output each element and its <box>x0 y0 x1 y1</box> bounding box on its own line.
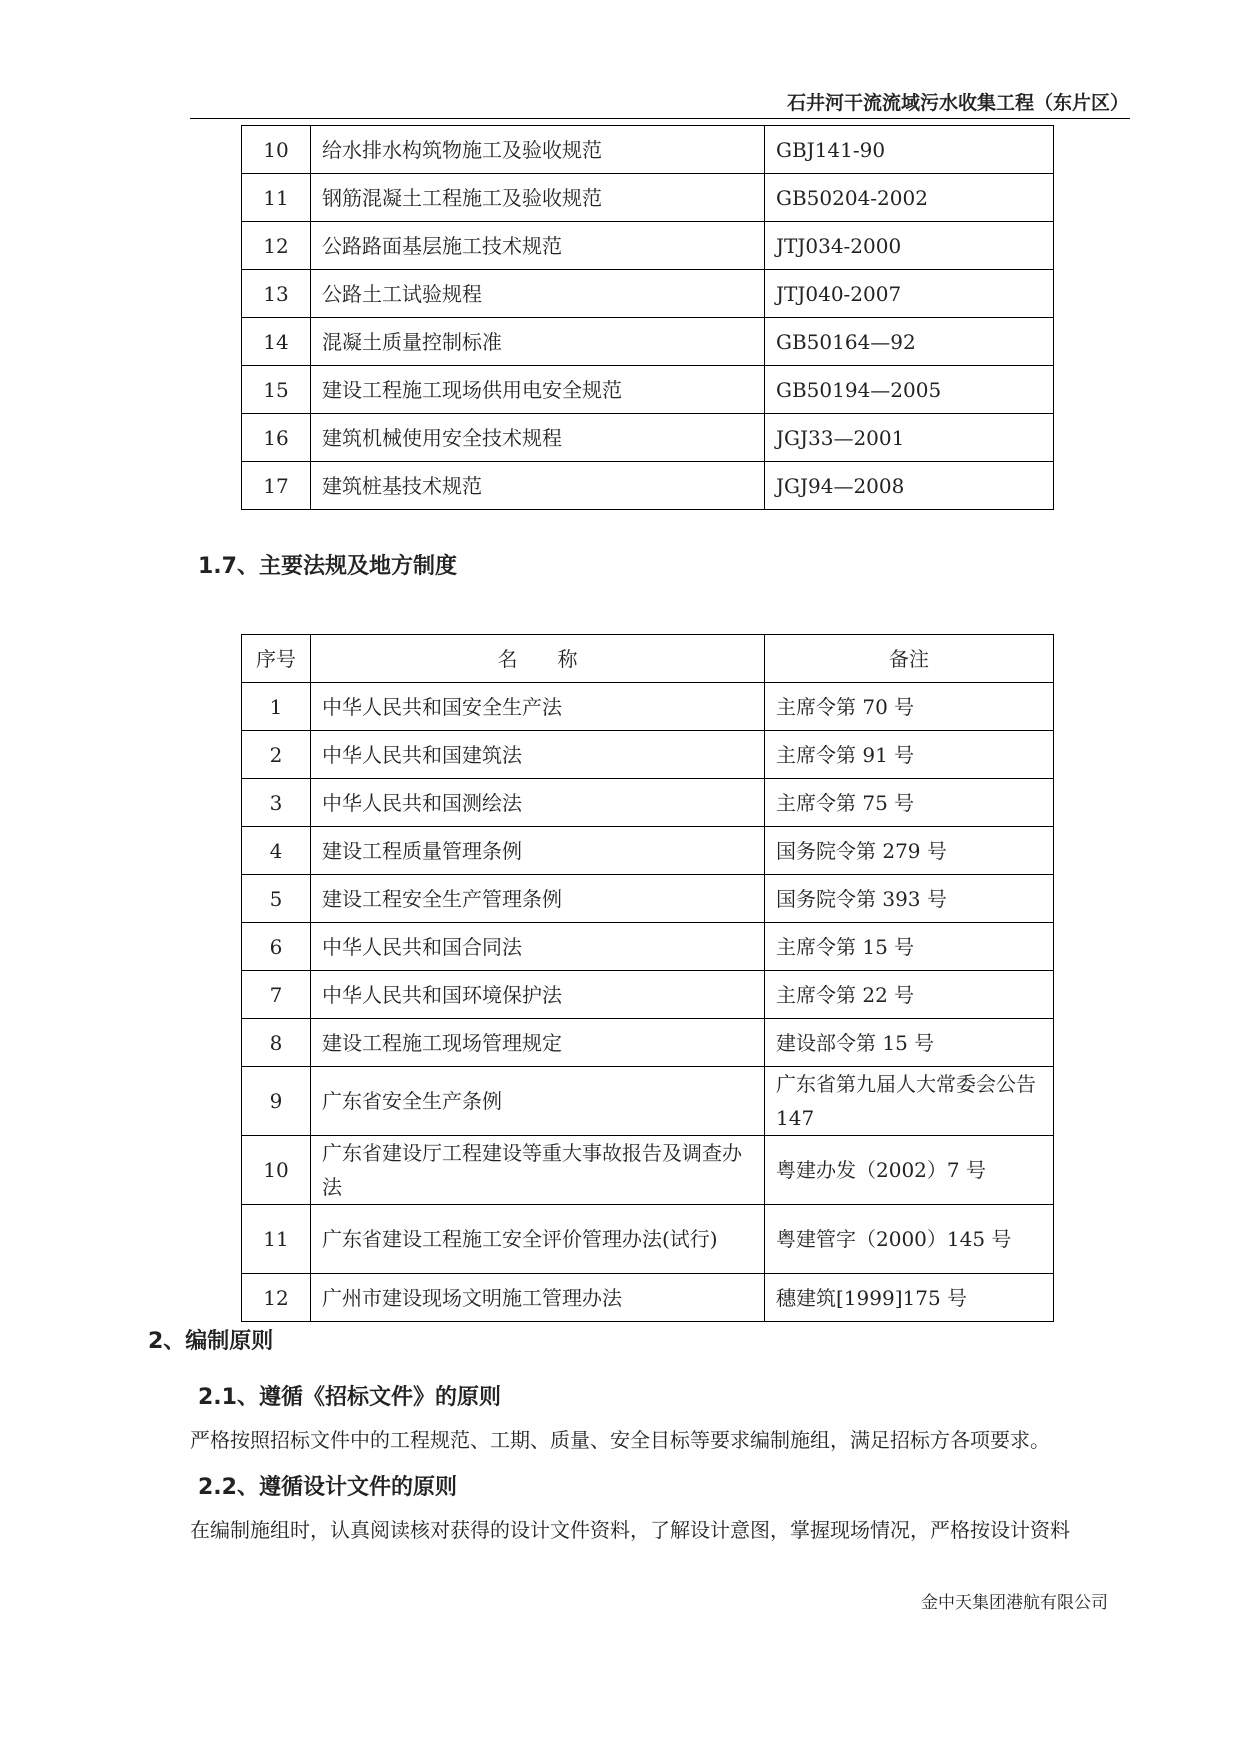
regulation-name: 广州市建设现场文明施工管理办法 <box>311 1274 765 1322</box>
table-row <box>242 875 1054 923</box>
table-row <box>242 731 1054 779</box>
regulation-remark: 主席令第 70 号 <box>765 683 1054 731</box>
regulation-name: 广东省建设厅工程建设等重大事故报告及调查办法 <box>311 1136 765 1205</box>
row-number: 4 <box>242 827 311 875</box>
regulation-remark: 广东省第九届人大常委会公告 147 <box>765 1067 1054 1136</box>
header-no: 序号 <box>242 635 311 683</box>
standard-name: 公路土工试验规程 <box>311 270 765 318</box>
regulation-name: 建设工程安全生产管理条例 <box>311 875 765 923</box>
standard-code: JGJ94—2008 <box>765 462 1054 510</box>
section-heading-2-1: 2.1、遵循《招标文件》的原则 <box>198 1385 501 1410</box>
row-number: 3 <box>242 779 311 827</box>
table-row <box>242 683 1054 731</box>
regulation-name: 中华人民共和国安全生产法 <box>311 683 765 731</box>
standard-name: 公路路面基层施工技术规范 <box>311 222 765 270</box>
row-number: 5 <box>242 875 311 923</box>
regulation-remark: 主席令第 75 号 <box>765 779 1054 827</box>
row-number: 11 <box>242 174 311 222</box>
regulation-remark: 主席令第 91 号 <box>765 731 1054 779</box>
standards-table-body <box>242 126 1054 510</box>
table-row <box>242 1205 1054 1274</box>
standard-code: GB50204-2002 <box>765 174 1054 222</box>
standard-name: 建筑机械使用安全技术规程 <box>311 414 765 462</box>
regulation-name: 中华人民共和国合同法 <box>311 923 765 971</box>
regulation-name: 建设工程质量管理条例 <box>311 827 765 875</box>
regulation-remark: 粤建管字（2000）145 号 <box>765 1205 1054 1274</box>
row-number: 8 <box>242 1019 311 1067</box>
regulations-table <box>241 634 1054 1322</box>
table-row <box>242 923 1054 971</box>
row-number: 16 <box>242 414 311 462</box>
regulation-remark: 国务院令第 279 号 <box>765 827 1054 875</box>
row-number: 1 <box>242 683 311 731</box>
row-number: 17 <box>242 462 311 510</box>
row-number: 10 <box>242 1136 311 1205</box>
header-name: 名 称 <box>311 635 765 683</box>
standard-code: JTJ040-2007 <box>765 270 1054 318</box>
standard-name: 钢筋混凝土工程施工及验收规范 <box>311 174 765 222</box>
table-row <box>242 827 1054 875</box>
standard-code: GBJ141-90 <box>765 126 1054 174</box>
standard-code: GB50164—92 <box>765 318 1054 366</box>
standard-code: JTJ034-2000 <box>765 222 1054 270</box>
section-heading-1-7: 1.7、主要法规及地方制度 <box>198 554 457 579</box>
table-row <box>242 1136 1054 1205</box>
row-number: 12 <box>242 1274 311 1322</box>
regulation-remark: 建设部令第 15 号 <box>765 1019 1054 1067</box>
table-row <box>242 1067 1054 1136</box>
regulation-remark: 主席令第 15 号 <box>765 923 1054 971</box>
table-row <box>242 126 1054 174</box>
table-row <box>242 462 1054 510</box>
standard-name: 给水排水构筑物施工及验收规范 <box>311 126 765 174</box>
standards-table <box>241 125 1054 510</box>
table-row <box>242 1019 1054 1067</box>
regulation-name: 中华人民共和国建筑法 <box>311 731 765 779</box>
table-row <box>242 366 1054 414</box>
section-heading-2-2: 2.2、遵循设计文件的原则 <box>198 1475 457 1500</box>
table-row <box>242 1274 1054 1322</box>
row-number: 15 <box>242 366 311 414</box>
section-heading-2: 2、编制原则 <box>148 1329 274 1354</box>
regulation-name: 广东省安全生产条例 <box>311 1067 765 1136</box>
row-number: 11 <box>242 1205 311 1274</box>
header-rule <box>190 118 1130 119</box>
table-row <box>242 318 1054 366</box>
row-number: 6 <box>242 923 311 971</box>
row-number: 9 <box>242 1067 311 1136</box>
regulation-remark: 粤建办发（2002）7 号 <box>765 1136 1054 1205</box>
standard-name: 建设工程施工现场供用电安全规范 <box>311 366 765 414</box>
regulation-name: 广东省建设工程施工安全评价管理办法(试行) <box>311 1205 765 1274</box>
regulation-name: 建设工程施工现场管理规定 <box>311 1019 765 1067</box>
table-row <box>242 174 1054 222</box>
regulations-table-body <box>242 635 1054 1322</box>
regulation-remark: 国务院令第 393 号 <box>765 875 1054 923</box>
section-2-1-paragraph: 严格按照招标文件中的工程规范、工期、质量、安全目标等要求编制施组，满足招标方各项要求。 <box>190 1428 1050 1452</box>
standard-code: GB50194—2005 <box>765 366 1054 414</box>
table-row <box>242 414 1054 462</box>
table-row <box>242 270 1054 318</box>
row-number: 14 <box>242 318 311 366</box>
row-number: 7 <box>242 971 311 1019</box>
standard-code: JGJ33—2001 <box>765 414 1054 462</box>
regulation-name: 中华人民共和国测绘法 <box>311 779 765 827</box>
standard-name: 混凝土质量控制标准 <box>311 318 765 366</box>
table-header-row <box>242 635 1054 683</box>
table-row <box>242 971 1054 1019</box>
table-row <box>242 779 1054 827</box>
header-remark: 备注 <box>765 635 1054 683</box>
standard-name: 建筑桩基技术规范 <box>311 462 765 510</box>
header-title: 石井河干流流域污水收集工程（东片区） <box>786 92 1129 114</box>
regulation-remark: 穗建筑[1999]175 号 <box>765 1274 1054 1322</box>
regulation-remark: 主席令第 22 号 <box>765 971 1054 1019</box>
row-number: 12 <box>242 222 311 270</box>
row-number: 13 <box>242 270 311 318</box>
row-number: 10 <box>242 126 311 174</box>
section-2-2-paragraph: 在编制施组时，认真阅读核对获得的设计文件资料，了解设计意图，掌握现场情况，严格按设计资料 <box>190 1518 1070 1542</box>
footer-company-name: 金中天集团港航有限公司 <box>921 1593 1108 1613</box>
row-number: 2 <box>242 731 311 779</box>
table-row <box>242 222 1054 270</box>
regulation-name: 中华人民共和国环境保护法 <box>311 971 765 1019</box>
